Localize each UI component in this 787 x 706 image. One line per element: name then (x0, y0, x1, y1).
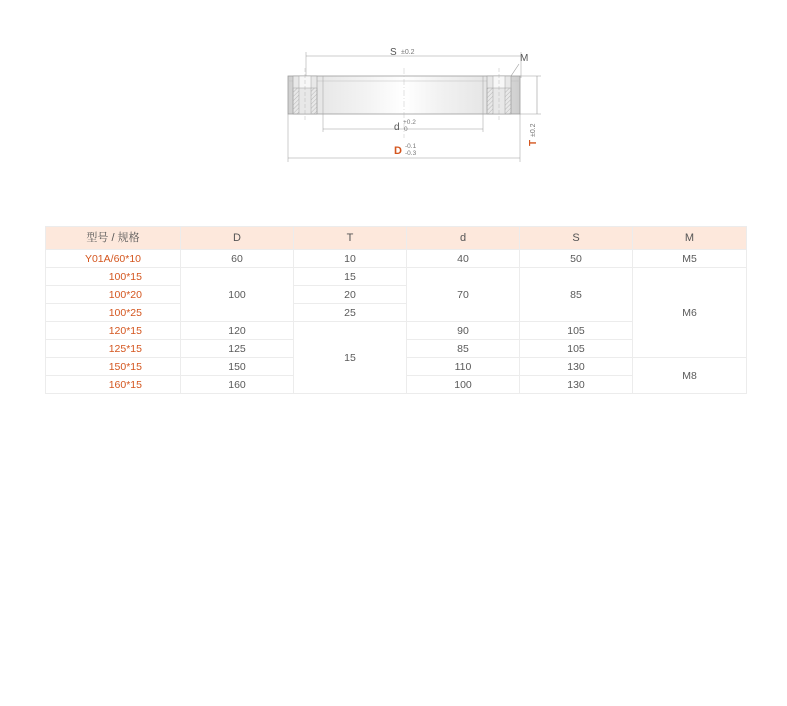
s-tolerance: ±0.2 (401, 49, 415, 56)
cell-d-outer: 120 (181, 322, 294, 340)
header-model: 型号 / 规格 (46, 227, 181, 250)
t-tolerance: ±0.2 (530, 123, 537, 137)
header-d-inner: d (407, 227, 520, 250)
d-big-tol-upper: -0.1 (405, 143, 417, 150)
d-big-label: D (394, 145, 402, 157)
header-m: M (633, 227, 747, 250)
cell-model: 125*15 (46, 340, 181, 358)
cell-d-inner: 40 (407, 250, 520, 268)
cell-s: 105 (520, 340, 633, 358)
cell-d-outer: 150 (181, 358, 294, 376)
cell-d-outer: 60 (181, 250, 294, 268)
header-t: T (294, 227, 407, 250)
cell-t: 20 (294, 286, 407, 304)
right-bolt-hole (487, 68, 511, 120)
d-small-tol-lower: 0 (404, 126, 408, 133)
cell-d-inner: 110 (407, 358, 520, 376)
cell-d-outer: 100 (181, 268, 294, 322)
cell-d-outer: 160 (181, 376, 294, 394)
cell-s: 105 (520, 322, 633, 340)
m-label: M (520, 53, 529, 64)
cell-s: 130 (520, 376, 633, 394)
header-d-outer: D (181, 227, 294, 250)
d-small-label: d (394, 122, 400, 133)
cell-d-inner: 85 (407, 340, 520, 358)
cell-t: 15 (294, 268, 407, 286)
flange-technical-drawing (275, 38, 555, 168)
cell-s: 130 (520, 358, 633, 376)
cell-model: 150*15 (46, 358, 181, 376)
flange-svg (275, 38, 555, 168)
spec-table (45, 226, 747, 394)
s-label: S (390, 47, 397, 58)
header-s: S (520, 227, 633, 250)
cell-t: 25 (294, 304, 407, 322)
cell-s: 85 (520, 268, 633, 322)
cell-model: 120*15 (46, 322, 181, 340)
cell-d-outer: 125 (181, 340, 294, 358)
t-label: T (528, 139, 539, 146)
table-header-row (46, 227, 747, 250)
cell-model: 100*15 (46, 268, 181, 286)
cell-m: M5 (633, 250, 747, 268)
table-row (46, 250, 747, 268)
cell-model: 160*15 (46, 376, 181, 394)
cell-d-inner: 90 (407, 322, 520, 340)
cell-d-inner: 100 (407, 376, 520, 394)
cell-model: 100*25 (46, 304, 181, 322)
cell-t: 15 (294, 322, 407, 394)
d-big-tol-lower: -0.3 (405, 150, 417, 157)
left-bolt-hole (293, 68, 317, 120)
cell-model: 100*20 (46, 286, 181, 304)
cell-d-inner: 70 (407, 268, 520, 322)
d-small-tol-upper: +0.2 (403, 119, 416, 126)
cell-s: 50 (520, 250, 633, 268)
table-row (46, 268, 747, 286)
cell-t: 10 (294, 250, 407, 268)
cell-m: M6 (633, 268, 747, 358)
cell-model: Y01A/60*10 (46, 250, 181, 268)
cell-m: M8 (633, 358, 747, 394)
